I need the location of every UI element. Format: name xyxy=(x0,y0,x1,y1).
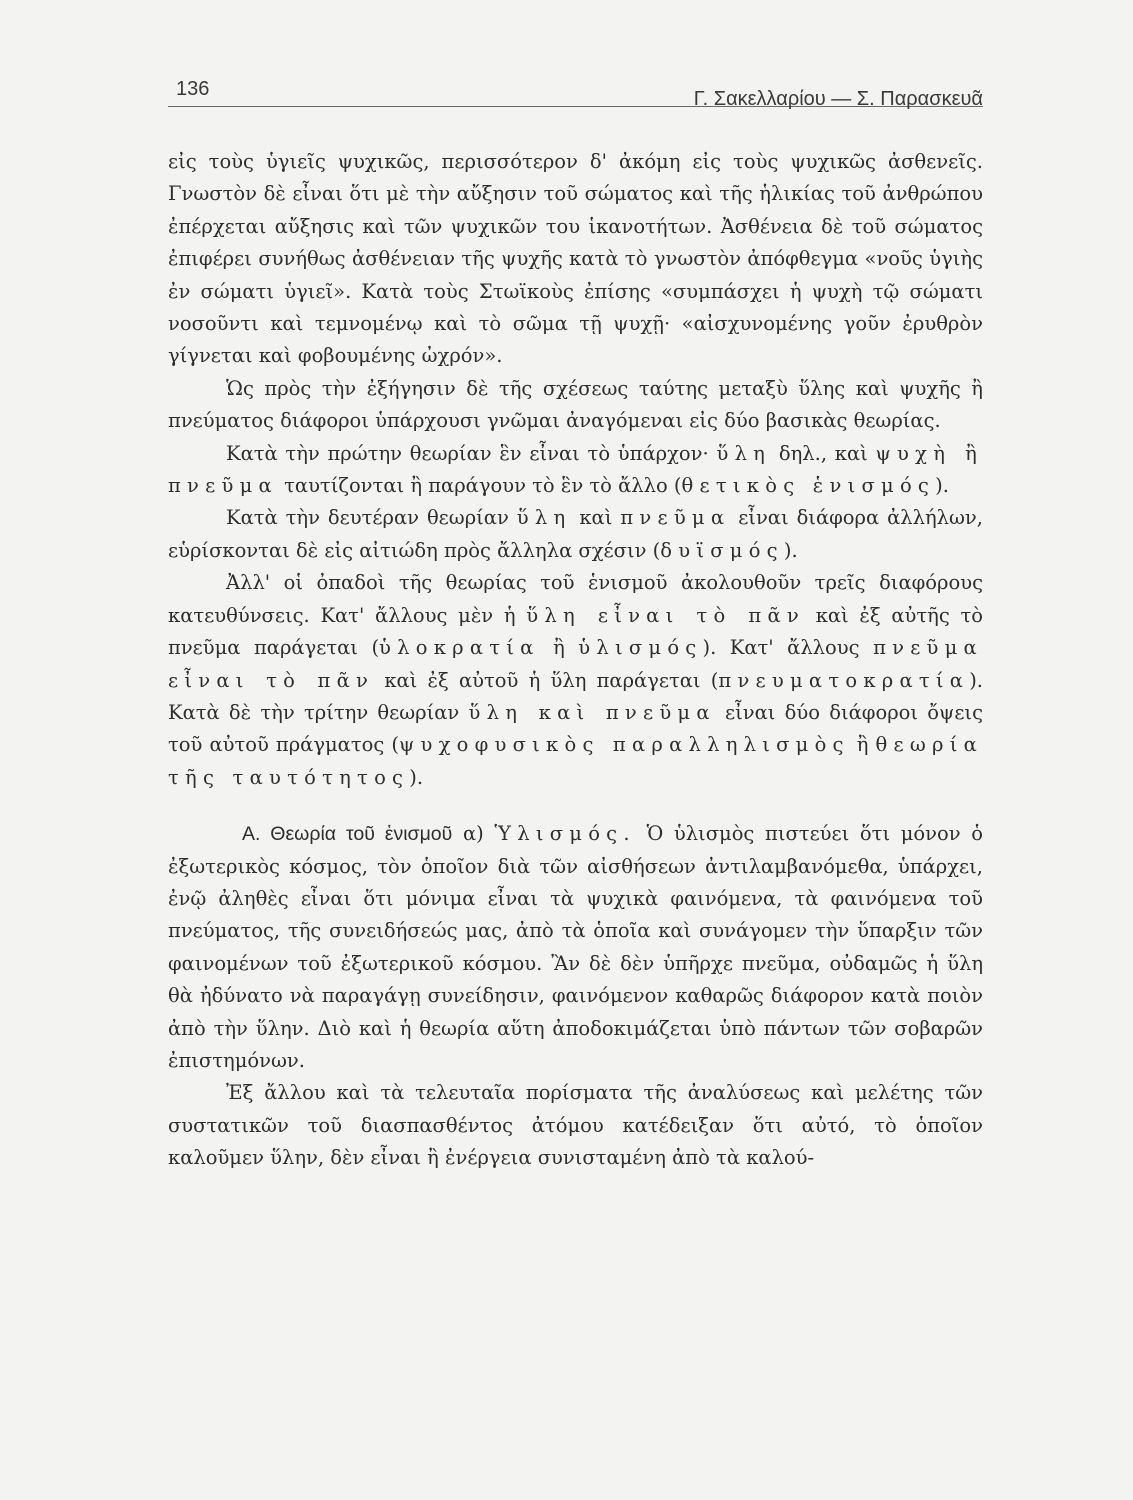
spaced-term: Ὑλισμός. xyxy=(494,822,636,846)
spaced-term: πνευματοκρατία xyxy=(718,668,970,692)
text-run: ταυτίζονται ἢ παράγουν τὸ ἓν τὸ ἄλλο ( xyxy=(284,474,682,498)
text-run: καὶ ἐξ αὐτῆς τὸ πνεῦμα παράγεται ( xyxy=(168,603,983,660)
paragraph-5 xyxy=(168,567,983,794)
text-run: ). xyxy=(409,765,424,789)
text-run: Κατὰ τὴν πρώτην θεωρίαν ἓν εἶναι τὸ ὑπάρχον· xyxy=(226,441,709,465)
text-run: Κατὰ τὴν δευτέραν θεωρίαν xyxy=(226,506,509,530)
text-run: Ἀλλ' οἱ ὀπαδοὶ τῆς θεωρίας τοῦ ἑνισμοῦ ἀκολουθοῦν τρεῖς διαφόρους κατευθύνσεις. Κατ' ἄλλους μὲν ἡ xyxy=(168,571,983,627)
text-run: εἶναι διάφορα ἀλλήλων, εὑρίσκονται δὲ εἰς αἰτιώδη πρὸς ἄλληλα σχέσιν ( xyxy=(168,506,983,562)
section-ulismos xyxy=(168,818,983,1077)
spaced-term: ὕλη xyxy=(716,441,772,465)
spaced-term: ὑλοκρατία xyxy=(379,636,540,660)
text-run: ). xyxy=(783,538,798,562)
spaced-term: θετικὸς ἑνισμός xyxy=(681,474,936,498)
text-run: εἶναι δύο διάφοροι ὄψεις τοῦ αὐτοῦ πράγματος ( xyxy=(168,700,983,757)
paragraph-7: Ἐξ ἄλλου καὶ τὰ τελευταῖα πορίσματα τῆς ἀναλύσεως καὶ μελέτης τῶν συστατικῶν τοῦ διασπασθέντος ἀτόμου κατέδειξαν ὅτι αὐτό, τὸ ὁποῖον καλοῦμεν ὕλην, δὲν εἶναι ἢ ἐνέργεια συνισταμένη ἀπὸ τὰ καλού- xyxy=(168,1081,983,1170)
text-run: ). xyxy=(935,474,949,498)
page-number: 136 xyxy=(176,78,210,100)
spaced-term: ὕλη εἶναι τὸ πᾶν xyxy=(526,603,805,627)
spaced-term: θεωρία τῆς ταυτότητος xyxy=(168,733,983,789)
spaced-term: ὕλη καὶ πνεῦμα xyxy=(468,700,716,724)
text-run: δηλ., καὶ xyxy=(778,441,868,465)
spaced-term: ψυχὴ ἢ πνεῦμα xyxy=(168,441,984,498)
text-run: καὶ ἐξ αὐτοῦ ἡ ὕλη παράγεται ( xyxy=(384,668,719,692)
spaced-term: πνεῦμα xyxy=(620,506,731,530)
paragraph-1: εἰς τοὺς ὑγιεῖς ψυχικῶς, περισσότερον δ' ἀκόμη εἰς τοὺς ψυχικῶς ἀσθενεῖς. Γνωστὸν δὲ εἶναι ὅτι μὲ τὴν αὔξησιν τοῦ σώματος καὶ τῆς ἡλικίας τοῦ ἀνθρώπου ἐπέρχεται αὔξησις καὶ τῶν ψυχικῶν του ἱκανοτήτων. Ἀσθένεια δὲ τοῦ σώματος ἐπιφέρει συνήθως ἀσθένειαν τῆς ψυχῆς κατὰ τὸ γνωστὸν ἀπόφθεγμα «νοῦς ὑγιὴς ἐν σώματι ὑγιεῖ». Κατὰ τοὺς Στωϊκοὺς ἐπίσης «συμπάσχει ἡ ψυχὴ τῷ σώματι νοσοῦντι καὶ τεμνομένῳ καὶ τὸ σῶμα τῇ ψυχῇ· «αἰσχυνομένης γοῦν ἐρυθρὸν γίγνεται καὶ φοβουμένης ὠχρόν». xyxy=(168,150,983,368)
paragraph-2: Ὡς πρὸς τὴν ἐξήγησιν δὲ τῆς σχέσεως ταύτης μεταξὺ ὕλης καὶ ψυχῆς ἢ πνεύματος διάφοροι ὑπάρχουσι γνῶμαι ἀναγόμεναι εἰς δύο βασικὰς θεωρίας. xyxy=(168,376,983,433)
text-run: ). Κατὰ δὲ τὴν τρίτην θεωρίαν xyxy=(168,668,983,724)
paragraph-3 xyxy=(168,438,983,503)
spaced-term: πνεῦμα εἶναι τὸ πᾶν xyxy=(168,636,983,692)
spaced-term: δυϊσμός xyxy=(660,538,784,562)
spaced-term: ὕλη xyxy=(516,506,572,530)
spaced-term: ὑλισμός xyxy=(578,636,703,660)
paragraph-4 xyxy=(168,502,983,567)
page-header xyxy=(168,74,983,110)
text-run: ἢ xyxy=(553,636,565,660)
text-run: καὶ xyxy=(579,506,613,530)
text-run: Ὁ ὑλισμὸς πιστεύει ὅτι μόνον ὁ ἐξωτερικὸς κόσμος, τὸν ὁποῖον διὰ τῶν αἰσθήσεων ἀντιλαμβανόμεθα, ὑπάρχει, ἐνῷ ἀληθὲς εἶναι ὅτι μόνιμα εἶναι τὰ ψυχικὰ φαινόμενα, τὰ φαινόμενα τοῦ πνεύματος, τῆς συνειδήσεώς μας, ἀπὸ τὰ ὁποῖα καὶ συνάγομεν τὴν ὕπαρξιν τῶν φαινομένων τοῦ ἐξωτερικοῦ κόσμου. Ἂν δὲ δὲν ὑπῆρχε πνεῦμα, οὐδαμῶς ἡ ὕλη θὰ ἠδύνατο νὰ παραγάγῃ συνείδησιν, φαινόμενον καθαρῶς διάφορον κατὰ ποιὸν ἀπὸ τὴν ὕλην. Διὸ καὶ ἡ θεωρία αὕτη ἀποδοκιμάζεται ὑπὸ πάντων τῶν σοβαρῶν ἐπιστημόνων. xyxy=(168,822,984,1072)
spaced-term: ψυχοφυσικὸς παραλληλισμὸς xyxy=(398,733,850,757)
text-run: α) xyxy=(462,822,484,846)
body-text xyxy=(168,146,983,1175)
section-label: Α. Θεωρία τοῦ ἑνισμοῦ xyxy=(242,823,453,846)
text-run: ). Κατ' ἄλλους xyxy=(702,636,860,660)
text-run: ἢ xyxy=(856,733,869,757)
running-head: Γ. Σακελλαρίου — Σ. Παρασκευᾶ xyxy=(693,88,983,110)
